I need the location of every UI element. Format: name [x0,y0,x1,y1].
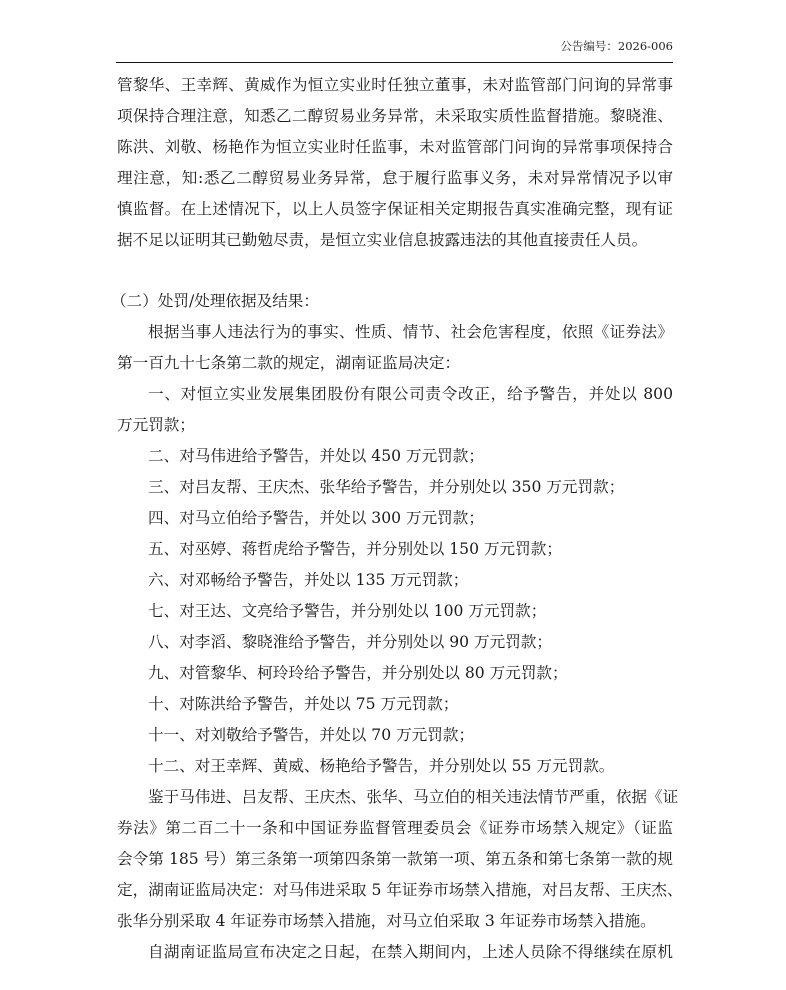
paragraph-market-ban [117,782,683,937]
text-line: 会令第 185 号）第三条第一项第四条第一款第一项、第五条和第七条第一款的规 [117,850,673,868]
text-line: 陈洪、刘敬、杨艳作为恒立实业时任监事，未对监管部门问询的异常事项保持合 [117,138,673,156]
penalty-item: 九、对管黎华、柯玲玲给予警告，并分别处以 80 万元罚款； [148,664,568,682]
paragraph-legal-basis [117,317,673,379]
penalty-item: 十二、对王幸辉、黄威、杨艳给予警告，并分别处以 55 万元罚款。 [148,757,615,775]
page-header [116,38,673,63]
penalty-item: 十一、对刘敬给予警告，并处以 70 万元罚款； [148,726,475,744]
penalty-item: 三、对吕友帮、王庆杰、张华给予警告，并分别处以 350 万元罚款； [148,478,625,496]
text-line: 据不足以证明其已勤勉尽责，是恒立实业信息披露违法的其他直接责任人员。 [117,231,648,249]
penalty-list [117,379,673,782]
penalty-item: 四、对马立伯给予警告，并处以 300 万元罚款； [148,509,484,527]
text-line: 根据当事人违法行为的事实、性质、情节、社会危害程度，依照《证券法》 [148,323,673,341]
penalty-item-continued: 万元罚款； [117,416,195,434]
text-line: 鉴于马伟进、吕友帮、王庆杰、张华、马立伯的相关违法情节严重，依据《证 [148,788,679,806]
text-line: 管黎华、王幸辉、黄威作为恒立实业时任独立董事，未对监管部门问询的异常事 [117,76,673,94]
spacer [117,256,673,286]
penalty-item: 五、对巫婷、蒋哲虎给予警告，并分别处以 150 万元罚款； [148,540,562,558]
penalty-item: 十、对陈洪给予警告，并处以 75 万元罚款； [148,695,459,713]
section-heading: （二）处罚/处理依据及结果： [111,292,319,310]
text-line: 定，湖南证监局决定：对马伟进采取 5 年证券市场禁入措施，对吕友帮、王庆杰、 [117,881,683,899]
penalty-item: 七、对王达、文亮给予警告，并分别处以 100 万元罚款； [148,602,547,620]
text-line: 项保持合理注意，知悉乙二醇贸易业务异常，未采取实质性监督措施。黎晓淮、 [117,107,673,125]
text-line: 自湖南证监局宣布决定之日起，在禁入期间内，上述人员除不得继续在原机 [148,943,673,961]
penalty-item: 一、对恒立实业发展集团股份有限公司责令改正，给予警告，并处以 800 [148,385,673,403]
penalty-item: 八、对李滔、黎晓淮给予警告，并分别处以 90 万元罚款； [148,633,553,651]
penalty-item: 二、对马伟进给予警告，并处以 450 万元罚款； [148,447,484,465]
text-line: 张华分别采取 4 年证券市场禁入措施，对马立伯采取 3 年证券市场禁入措施。 [117,912,656,930]
text-line: 第一百九十七条第二款的规定，湖南证监局决定： [117,354,461,372]
text-line: 慎监督。在上述情况下，以上人员签字保证相关定期报告真实准确完整，现有证 [117,200,673,218]
penalty-item: 六、对邓畅给予警告，并处以 135 万元罚款； [148,571,469,589]
text-line: 理注意，知:悉乙二醇贸易业务异常，怠于履行监事义务，未对异常情况予以审 [117,169,673,187]
text-line: 券法》第二百二十一条和中国证券监督管理委员会《证券市场禁入规定》（证监 [117,819,673,837]
paragraph-directors-liability [117,70,673,256]
notice-number: 公告编号：2026-006 [560,39,673,53]
document-body [111,70,683,968]
